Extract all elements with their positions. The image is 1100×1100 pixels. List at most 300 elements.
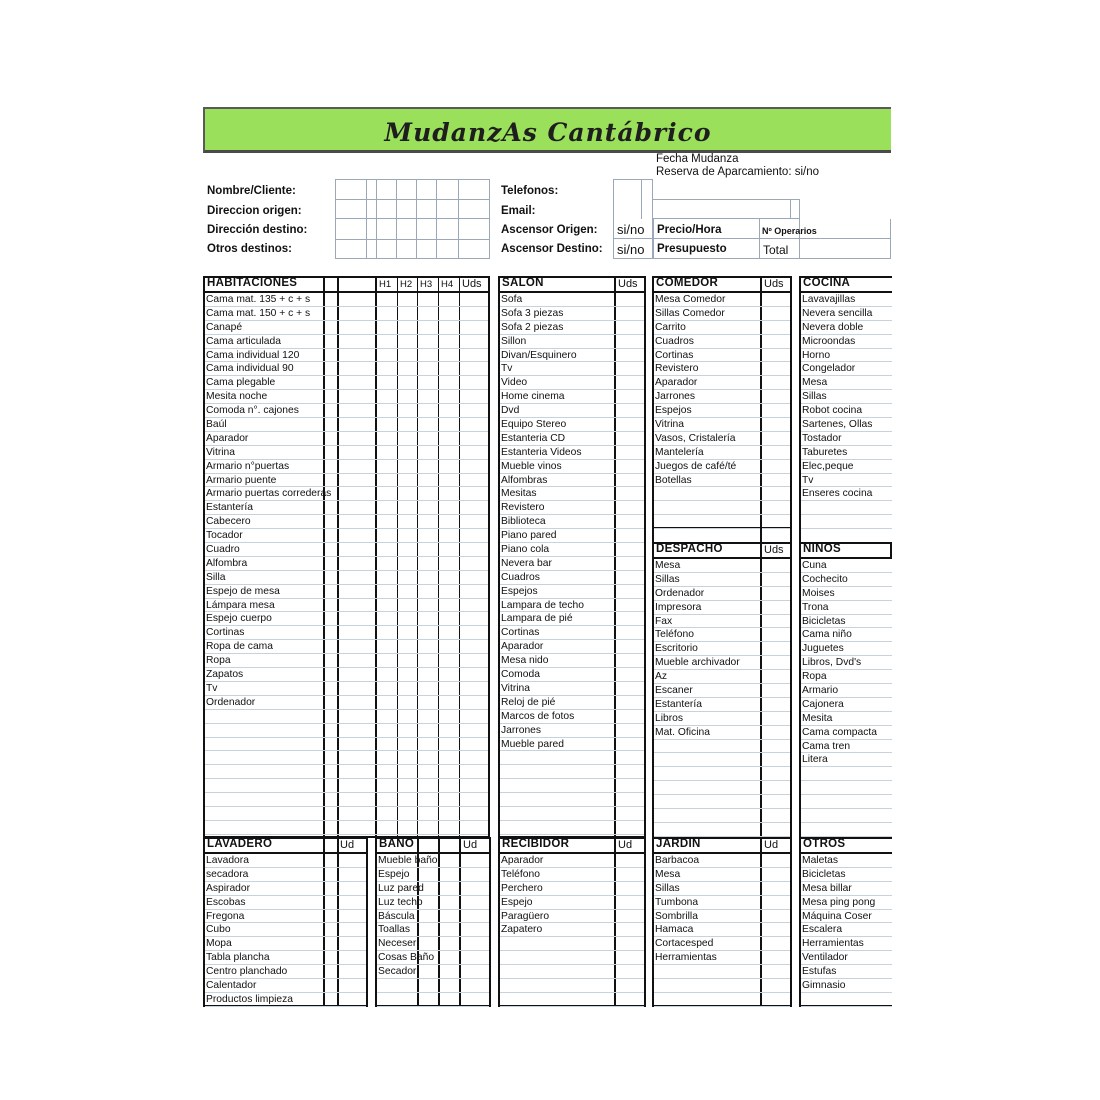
list-item[interactable] — [205, 585, 488, 599]
list-item[interactable] — [500, 376, 644, 390]
list-item[interactable] — [205, 821, 488, 835]
list-item[interactable] — [801, 601, 892, 615]
list-item[interactable] — [205, 765, 488, 779]
list-item[interactable] — [500, 362, 644, 376]
list-item[interactable] — [654, 923, 790, 937]
list-item[interactable] — [205, 515, 488, 529]
list-item[interactable] — [205, 321, 488, 335]
list-item[interactable] — [654, 809, 790, 823]
item-label: Horno — [802, 349, 831, 361]
list-item[interactable] — [500, 710, 644, 724]
list-item[interactable] — [654, 559, 790, 573]
list-item[interactable] — [801, 432, 892, 446]
list-item[interactable] — [500, 501, 644, 515]
section-title: JARDIN — [656, 838, 701, 850]
list-item[interactable] — [205, 896, 366, 910]
list-item[interactable] — [801, 390, 892, 404]
list-item[interactable] — [801, 882, 892, 896]
list-item[interactable] — [205, 529, 488, 543]
item-label: Armario puertas correderas — [206, 488, 332, 500]
presupuesto-row — [613, 239, 891, 259]
item-label: Botellas — [655, 474, 692, 486]
list-item[interactable] — [205, 599, 488, 613]
list-item[interactable] — [500, 882, 644, 896]
list-item[interactable] — [205, 882, 366, 896]
list-item[interactable] — [500, 349, 644, 363]
list-item[interactable] — [500, 896, 644, 910]
list-item[interactable] — [654, 910, 790, 924]
item-label: Escaner — [655, 685, 693, 697]
list-item[interactable] — [205, 612, 488, 626]
list-item[interactable] — [500, 626, 644, 640]
client-input-grid[interactable] — [335, 179, 490, 259]
list-item[interactable] — [801, 446, 892, 460]
list-item[interactable] — [500, 515, 644, 529]
list-item[interactable] — [205, 668, 488, 682]
list-item[interactable] — [205, 349, 488, 363]
item-list — [377, 854, 489, 1005]
list-item[interactable] — [377, 854, 489, 868]
list-item[interactable] — [801, 587, 892, 601]
list-item[interactable] — [654, 432, 790, 446]
list-item[interactable] — [654, 376, 790, 390]
item-label: Divan/Esquinero — [501, 349, 577, 361]
list-item[interactable] — [500, 307, 644, 321]
list-item[interactable] — [801, 487, 892, 501]
list-item[interactable] — [801, 896, 892, 910]
list-item[interactable] — [654, 767, 790, 781]
section-title: SALON — [502, 277, 544, 289]
list-item[interactable] — [654, 307, 790, 321]
list-item[interactable] — [500, 654, 644, 668]
list-item[interactable] — [654, 684, 790, 698]
item-label: Tabla plancha — [206, 952, 270, 964]
item-label: Mueble vinos — [501, 460, 562, 472]
list-item[interactable] — [500, 293, 644, 307]
list-item[interactable] — [205, 951, 366, 965]
list-item[interactable] — [500, 543, 644, 557]
list-item[interactable] — [500, 951, 644, 965]
list-item[interactable] — [205, 487, 488, 501]
list-item[interactable] — [205, 779, 488, 793]
list-item[interactable] — [801, 404, 892, 418]
list-item[interactable] — [654, 404, 790, 418]
item-label: Sillas — [802, 391, 827, 403]
section-header — [801, 278, 892, 293]
item-label: Tv — [802, 474, 814, 486]
list-item[interactable] — [654, 460, 790, 474]
list-item[interactable] — [377, 896, 489, 910]
list-item[interactable] — [801, 923, 892, 937]
list-item[interactable] — [500, 923, 644, 937]
list-item[interactable] — [205, 868, 366, 882]
item-label: Piano pared — [501, 530, 557, 542]
list-item[interactable] — [654, 321, 790, 335]
section-header — [801, 544, 892, 559]
item-label: Escritorio — [655, 643, 698, 655]
list-item[interactable] — [500, 821, 644, 835]
item-label: Cuadros — [655, 335, 694, 347]
list-item[interactable] — [801, 910, 892, 924]
list-item[interactable] — [801, 362, 892, 376]
list-item[interactable] — [654, 362, 790, 376]
list-item[interactable] — [205, 626, 488, 640]
list-item[interactable] — [654, 781, 790, 795]
list-item[interactable] — [654, 601, 790, 615]
list-item[interactable] — [654, 474, 790, 488]
list-item[interactable] — [205, 571, 488, 585]
list-item[interactable] — [654, 487, 790, 501]
item-list — [801, 854, 892, 1005]
list-item[interactable] — [801, 965, 892, 979]
list-item[interactable] — [654, 726, 790, 740]
ascensor-destino-value[interactable]: si/no — [617, 242, 645, 257]
list-item[interactable] — [654, 446, 790, 460]
item-label: Cubo — [206, 924, 231, 936]
grid-row — [335, 199, 490, 219]
item-label: Aparador — [655, 377, 698, 389]
item-label: Espejo — [501, 896, 533, 908]
list-item[interactable] — [654, 753, 790, 767]
list-item[interactable] — [500, 487, 644, 501]
list-item[interactable] — [377, 882, 489, 896]
telefonos-label: Telefonos: — [501, 185, 559, 197]
list-item[interactable] — [654, 615, 790, 629]
section-otros — [799, 837, 892, 1007]
list-item[interactable] — [801, 573, 892, 587]
list-item[interactable] — [801, 349, 892, 363]
list-item[interactable] — [500, 390, 644, 404]
item-list — [654, 559, 790, 836]
list-item[interactable] — [205, 460, 488, 474]
list-item[interactable] — [801, 321, 892, 335]
list-item[interactable] — [205, 710, 488, 724]
list-item[interactable] — [500, 724, 644, 738]
item-label: Canapé — [206, 321, 243, 333]
item-label: Perchero — [501, 882, 543, 894]
list-item[interactable] — [377, 923, 489, 937]
grid-line — [799, 219, 800, 259]
list-item[interactable] — [801, 698, 892, 712]
list-item[interactable] — [377, 910, 489, 924]
list-item[interactable] — [654, 628, 790, 642]
list-item[interactable] — [801, 753, 892, 767]
item-label: Neceser — [378, 938, 417, 950]
list-item[interactable] — [801, 335, 892, 349]
list-item[interactable] — [205, 362, 488, 376]
item-label: Tocador — [206, 530, 243, 542]
item-label: Ropa — [206, 655, 231, 667]
list-item[interactable] — [801, 615, 892, 629]
ascensor-origen-value[interactable]: si/no — [617, 222, 645, 237]
item-label: Vitrina — [206, 446, 236, 458]
grid-row — [335, 239, 490, 240]
list-item[interactable] — [654, 854, 790, 868]
list-item[interactable] — [500, 446, 644, 460]
list-item[interactable] — [500, 751, 644, 765]
item-label: Luz pared — [378, 882, 424, 894]
list-item[interactable] — [801, 642, 892, 656]
list-item[interactable] — [205, 418, 488, 432]
item-label: Juguetes — [802, 643, 844, 655]
item-label: Juegos de café/té — [655, 460, 737, 472]
list-item[interactable] — [500, 765, 644, 779]
item-label: Moises — [802, 587, 835, 599]
list-item[interactable] — [205, 923, 366, 937]
col-ud: Ud — [463, 839, 478, 851]
item-label: Elec,peque — [802, 460, 854, 472]
list-item[interactable] — [654, 868, 790, 882]
list-item[interactable] — [205, 793, 488, 807]
list-item[interactable] — [654, 390, 790, 404]
list-item[interactable] — [205, 751, 488, 765]
list-item[interactable] — [801, 809, 892, 823]
item-label: Cama articulada — [206, 335, 281, 347]
list-item[interactable] — [500, 585, 644, 599]
list-item[interactable] — [205, 404, 488, 418]
list-item[interactable] — [801, 993, 892, 1007]
item-label: Lampara de techo — [501, 599, 585, 611]
page-title: MudanzAs Cantábrico — [384, 118, 712, 147]
item-label: Congelador — [802, 363, 856, 375]
list-item[interactable] — [205, 979, 366, 993]
col-uds: Uds — [764, 544, 784, 556]
list-item[interactable] — [500, 868, 644, 882]
item-label: Mueble pared — [501, 738, 564, 750]
list-item[interactable] — [500, 738, 644, 752]
list-item[interactable] — [654, 573, 790, 587]
list-item[interactable] — [801, 418, 892, 432]
list-item[interactable] — [205, 937, 366, 951]
list-item[interactable] — [205, 993, 366, 1007]
item-label: Estanteria CD — [501, 432, 566, 444]
list-item[interactable] — [205, 807, 488, 821]
item-label: Aparador — [501, 641, 544, 653]
list-item[interactable] — [654, 937, 790, 951]
direccion-origen-label: Direccion origen: — [207, 205, 302, 217]
list-item[interactable] — [205, 854, 366, 868]
list-item[interactable] — [654, 642, 790, 656]
list-item[interactable] — [500, 696, 644, 710]
email-input[interactable] — [653, 199, 800, 219]
list-item[interactable] — [654, 335, 790, 349]
list-item[interactable] — [377, 979, 489, 993]
item-label: Bicicletas — [802, 868, 846, 880]
list-item[interactable] — [500, 979, 644, 993]
list-item[interactable] — [500, 321, 644, 335]
grid-line — [376, 179, 377, 259]
list-item[interactable] — [654, 896, 790, 910]
list-item[interactable] — [500, 474, 644, 488]
section-header — [654, 278, 790, 293]
list-item[interactable] — [500, 793, 644, 807]
list-item[interactable] — [205, 446, 488, 460]
section-jardin — [652, 837, 792, 1007]
list-item[interactable] — [377, 965, 489, 979]
list-item[interactable] — [500, 910, 644, 924]
list-item[interactable] — [654, 965, 790, 979]
list-item[interactable] — [801, 951, 892, 965]
list-item[interactable] — [205, 696, 488, 710]
list-item[interactable] — [801, 767, 892, 781]
list-item[interactable] — [801, 670, 892, 684]
list-item[interactable] — [654, 698, 790, 712]
list-item[interactable] — [500, 404, 644, 418]
list-item[interactable] — [801, 740, 892, 754]
list-item[interactable] — [801, 460, 892, 474]
list-item[interactable] — [205, 432, 488, 446]
item-label: Mueble baño — [378, 855, 438, 866]
item-label: Lampara de pié — [501, 613, 573, 625]
item-label: Biblioteca — [501, 516, 546, 528]
list-item[interactable] — [500, 993, 644, 1007]
list-item[interactable] — [500, 529, 644, 543]
list-item[interactable] — [801, 628, 892, 642]
list-item[interactable] — [205, 654, 488, 668]
item-label: Lavavajillas — [802, 294, 856, 305]
list-item[interactable] — [801, 559, 892, 573]
item-label: Ordenador — [655, 587, 705, 599]
list-item[interactable] — [801, 501, 892, 515]
item-label: Estufas — [802, 966, 837, 978]
item-label: Lavadora — [206, 855, 249, 866]
list-item[interactable] — [654, 418, 790, 432]
section-title: HABITACIONES — [207, 277, 298, 289]
list-item[interactable] — [801, 656, 892, 670]
list-item[interactable] — [500, 640, 644, 654]
list-item[interactable] — [205, 293, 488, 307]
item-label: Marcos de fotos — [501, 710, 575, 722]
item-label: Cortinas — [655, 349, 694, 361]
section-title: COMEDOR — [656, 277, 719, 289]
item-label: Sofa — [501, 294, 523, 305]
list-item[interactable] — [377, 868, 489, 882]
item-label: Sofa 3 piezas — [501, 307, 564, 319]
list-item[interactable] — [500, 557, 644, 571]
section-header — [377, 839, 489, 854]
list-item[interactable] — [500, 807, 644, 821]
list-item[interactable] — [205, 738, 488, 752]
list-item[interactable] — [801, 684, 892, 698]
list-item[interactable] — [801, 979, 892, 993]
list-item[interactable] — [500, 668, 644, 682]
list-item[interactable] — [500, 460, 644, 474]
item-label: Mesa — [655, 560, 681, 571]
list-item[interactable] — [205, 501, 488, 515]
list-item[interactable] — [500, 599, 644, 613]
list-item[interactable] — [205, 910, 366, 924]
list-item[interactable] — [205, 474, 488, 488]
item-label: Cosas Baño — [378, 952, 435, 964]
list-item[interactable] — [801, 293, 892, 307]
section-bano — [375, 837, 491, 1007]
list-item[interactable] — [500, 612, 644, 626]
item-label: Armario — [802, 685, 839, 697]
list-item[interactable] — [801, 307, 892, 321]
list-item[interactable] — [500, 432, 644, 446]
list-item[interactable] — [654, 587, 790, 601]
spacer — [799, 528, 892, 542]
list-item[interactable] — [500, 937, 644, 951]
item-label: Jarrones — [655, 391, 696, 403]
item-label: Vasos, Cristalería — [655, 432, 736, 444]
list-item[interactable] — [801, 795, 892, 809]
list-item[interactable] — [205, 640, 488, 654]
list-item[interactable] — [205, 724, 488, 738]
list-item[interactable] — [205, 965, 366, 979]
list-item[interactable] — [801, 854, 892, 868]
list-item[interactable] — [205, 307, 488, 321]
list-item[interactable] — [654, 656, 790, 670]
item-label: Tumbona — [655, 896, 699, 908]
item-list — [654, 293, 790, 527]
item-label: Mueble archivador — [655, 657, 740, 669]
list-item[interactable] — [205, 335, 488, 349]
list-item[interactable] — [654, 795, 790, 809]
list-item[interactable] — [654, 293, 790, 307]
item-list — [654, 854, 790, 1005]
list-item[interactable] — [500, 965, 644, 979]
item-label: Mesa nido — [501, 655, 549, 667]
item-label: Mesa — [802, 377, 828, 389]
list-item[interactable] — [377, 993, 489, 1007]
grid-line — [436, 179, 437, 259]
list-item[interactable] — [801, 868, 892, 882]
section-ninos — [799, 542, 892, 838]
list-item[interactable] — [654, 670, 790, 684]
list-item[interactable] — [801, 376, 892, 390]
list-item[interactable] — [654, 823, 790, 837]
list-item[interactable] — [801, 781, 892, 795]
list-item[interactable] — [500, 418, 644, 432]
list-item[interactable] — [205, 390, 488, 404]
list-item[interactable] — [654, 882, 790, 896]
list-item[interactable] — [654, 501, 790, 515]
list-item[interactable] — [377, 951, 489, 965]
list-item[interactable] — [801, 474, 892, 488]
item-label: Aparador — [501, 855, 544, 866]
list-item[interactable] — [500, 779, 644, 793]
list-item[interactable] — [500, 682, 644, 696]
section-header — [500, 278, 644, 293]
list-item[interactable] — [801, 712, 892, 726]
list-item[interactable] — [500, 854, 644, 868]
item-label: Mesita noche — [206, 391, 268, 403]
grid-line — [396, 179, 397, 259]
item-label: Zapatero — [501, 924, 543, 936]
list-item[interactable] — [801, 823, 892, 837]
list-item[interactable] — [205, 376, 488, 390]
list-item[interactable] — [654, 979, 790, 993]
col-ud: Ud — [618, 839, 633, 851]
list-item[interactable] — [654, 951, 790, 965]
item-label: Espejos — [655, 405, 692, 417]
list-item[interactable] — [205, 557, 488, 571]
list-item[interactable] — [801, 937, 892, 951]
list-item[interactable] — [205, 682, 488, 696]
list-item[interactable] — [205, 543, 488, 557]
list-item[interactable] — [801, 726, 892, 740]
list-item[interactable] — [654, 740, 790, 754]
item-label: Trona — [802, 601, 829, 613]
list-item[interactable] — [500, 335, 644, 349]
list-item[interactable] — [654, 349, 790, 363]
list-item[interactable] — [377, 937, 489, 951]
list-item[interactable] — [654, 993, 790, 1007]
list-item[interactable] — [654, 712, 790, 726]
list-item[interactable] — [500, 571, 644, 585]
direccion-destino-label: Dirección destino: — [207, 224, 308, 236]
